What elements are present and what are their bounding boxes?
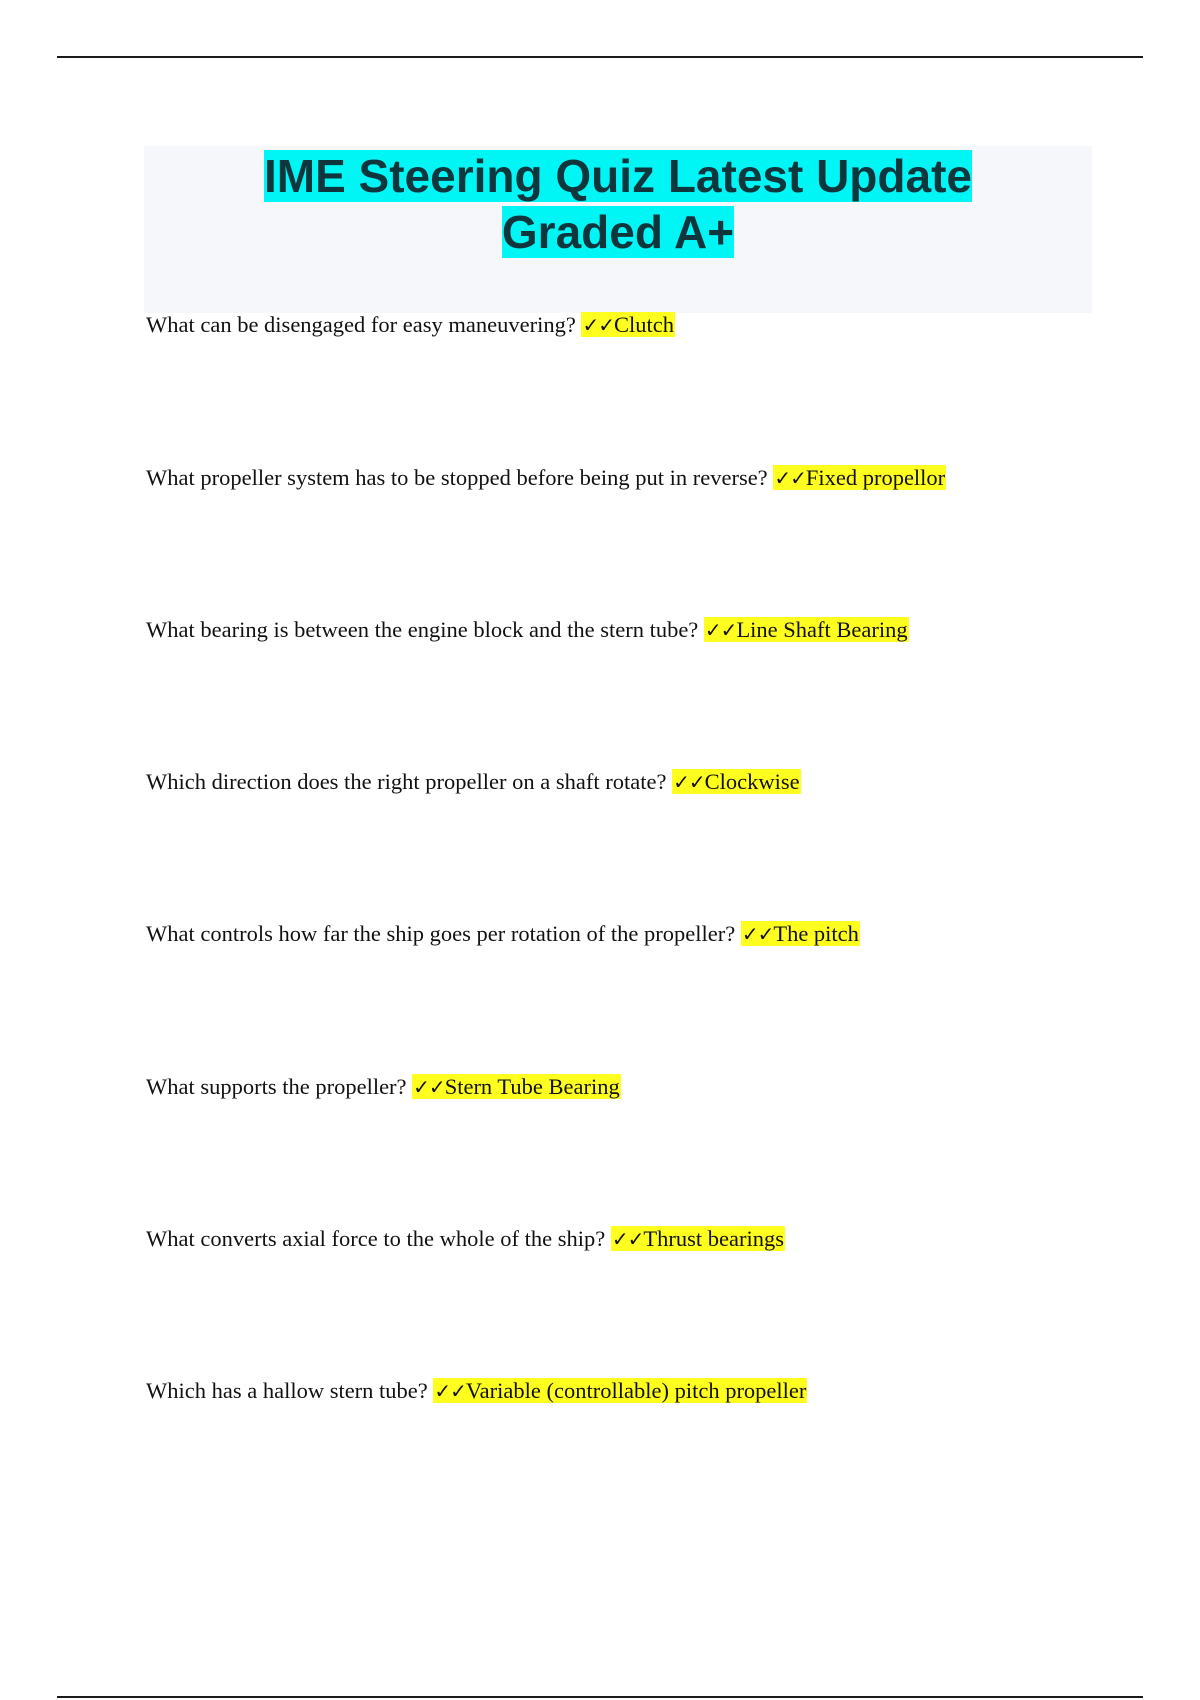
- qa-item: [146, 1224, 785, 1254]
- answer-text: Fixed propellor: [805, 465, 946, 490]
- qa-item: [146, 1072, 621, 1102]
- answer-highlight: [672, 769, 801, 794]
- title-box: [144, 146, 1092, 313]
- title-line-1: IME Steering Quiz Latest Update: [264, 150, 972, 202]
- qa-item: [146, 1376, 807, 1406]
- question-text: What converts axial force to the whole of the ship?: [146, 1226, 606, 1251]
- double-check-icon: ✓✓: [774, 466, 806, 490]
- answer-highlight: [412, 1074, 621, 1099]
- answer-text: Clockwise: [704, 769, 800, 794]
- bottom-rule: [57, 1696, 1143, 1698]
- question-text: Which direction does the right propeller on a shaft rotate?: [146, 769, 667, 794]
- answer-highlight: [581, 312, 675, 337]
- answer-text: Line Shaft Bearing: [736, 617, 908, 642]
- page-title: [144, 146, 1092, 260]
- double-check-icon: ✓✓: [413, 1075, 445, 1099]
- answer-text: Variable (controllable) pitch propeller: [465, 1378, 807, 1403]
- answer-highlight: [704, 617, 909, 642]
- question-text: Which has a hallow stern tube?: [146, 1378, 428, 1403]
- question-text: What supports the propeller?: [146, 1074, 407, 1099]
- double-check-icon: ✓✓: [704, 618, 737, 642]
- double-check-icon: ✓✓: [582, 313, 614, 337]
- qa-item: [146, 310, 675, 340]
- answer-highlight: [433, 1378, 807, 1403]
- answer-highlight: [611, 1226, 785, 1251]
- answer-text: Thrust bearings: [643, 1226, 784, 1251]
- answer-highlight: [773, 465, 946, 490]
- double-check-icon: ✓✓: [611, 1227, 644, 1251]
- question-text: What bearing is between the engine block and the stern tube?: [146, 617, 699, 642]
- top-rule: [57, 56, 1143, 58]
- answer-text: Clutch: [613, 312, 674, 337]
- double-check-icon: ✓✓: [741, 922, 774, 946]
- qa-item: [146, 919, 860, 949]
- answer-highlight: [741, 921, 860, 946]
- qa-item: [146, 767, 801, 797]
- question-text: What propeller system has to be stopped before being put in reverse?: [146, 465, 768, 490]
- qa-item: [146, 615, 909, 645]
- question-text: What controls how far the ship goes per rotation of the propeller?: [146, 921, 736, 946]
- answer-text: Stern Tube Bearing: [444, 1074, 620, 1099]
- title-line-2: Graded A+: [501, 206, 735, 258]
- qa-item: [146, 463, 946, 493]
- double-check-icon: ✓✓: [673, 770, 705, 794]
- question-text: What can be disengaged for easy maneuvering?: [146, 312, 576, 337]
- double-check-icon: ✓✓: [434, 1379, 466, 1403]
- answer-text: The pitch: [773, 921, 859, 946]
